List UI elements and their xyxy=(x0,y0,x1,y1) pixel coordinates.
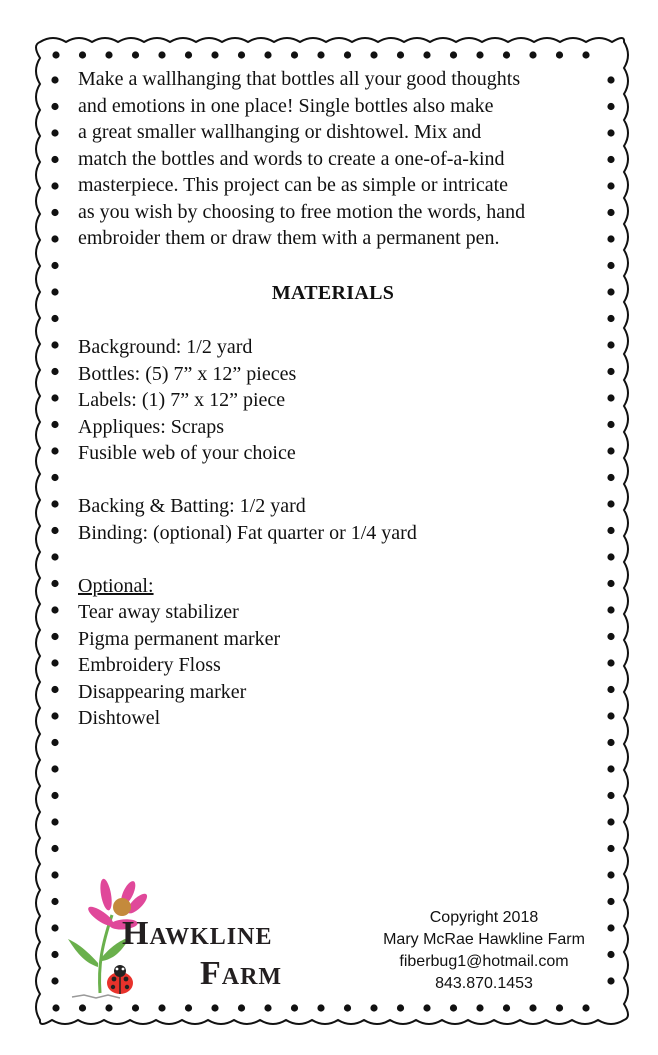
intro-line: and emotions in one place! Single bottles also make xyxy=(78,94,494,117)
border-dot xyxy=(607,818,614,825)
materials-item: Appliques: Scraps xyxy=(78,415,225,438)
intro-line: Make a wallhanging that bottles all your good thoughts xyxy=(78,68,521,90)
border-dot xyxy=(607,580,614,587)
border-dot xyxy=(450,51,457,58)
backing-list xyxy=(78,493,588,546)
border-dot xyxy=(51,633,58,640)
border-dot xyxy=(51,792,58,799)
border-dot xyxy=(607,951,614,958)
border-dot xyxy=(556,51,563,58)
border-dot xyxy=(185,51,192,58)
border-dot xyxy=(51,845,58,852)
border-dot xyxy=(317,51,324,58)
border-dot xyxy=(607,103,614,110)
border-dot xyxy=(607,606,614,613)
border-dot xyxy=(344,1004,351,1011)
materials-item: Background: 1/2 yard xyxy=(78,336,253,358)
border-dot xyxy=(79,51,86,58)
border-dot xyxy=(51,421,58,428)
intro-line: match the bottles and words to create a one-of-a-kind xyxy=(78,147,505,170)
border-dot xyxy=(607,76,614,83)
border-dot xyxy=(238,51,245,58)
border-dot xyxy=(370,1004,377,1011)
border-dot xyxy=(607,500,614,507)
ladybug-icon xyxy=(107,965,133,994)
logo-word-farm: Farm xyxy=(200,955,283,992)
optional-item: Pigma permanent marker xyxy=(78,627,281,650)
backing-item: Backing & Batting: 1/2 yard xyxy=(78,495,306,517)
border-dot xyxy=(607,421,614,428)
border-dot xyxy=(582,51,589,58)
border-dot xyxy=(556,1004,563,1011)
border-dot xyxy=(51,209,58,216)
border-dot xyxy=(51,765,58,772)
border-dot xyxy=(529,1004,536,1011)
copyright-block xyxy=(360,907,608,995)
intro-line: embroider them or draw them with a permanent pen. xyxy=(78,227,500,249)
border-dot xyxy=(607,553,614,560)
border-dot xyxy=(607,898,614,905)
border-dot xyxy=(51,924,58,931)
border-dot xyxy=(607,924,614,931)
border-dot xyxy=(105,51,112,58)
border-dot xyxy=(503,1004,510,1011)
border-dot xyxy=(132,1004,139,1011)
border-dot xyxy=(607,368,614,375)
border-dot xyxy=(423,51,430,58)
border-dot xyxy=(607,527,614,534)
border-dot xyxy=(607,845,614,852)
border-dot xyxy=(51,474,58,481)
optional-list xyxy=(78,599,588,732)
border-dot xyxy=(51,580,58,587)
border-dot xyxy=(51,686,58,693)
border-dot xyxy=(607,156,614,163)
border-dot xyxy=(132,51,139,58)
border-dot xyxy=(185,1004,192,1011)
border-dot xyxy=(51,341,58,348)
border-dot xyxy=(51,977,58,984)
border-dot xyxy=(607,659,614,666)
border-dot xyxy=(607,765,614,772)
copyright-author: Mary McRae Hawkline Farm xyxy=(383,931,585,948)
materials-heading: MATERIALS xyxy=(271,281,395,304)
contact-phone: 843.870.1453 xyxy=(435,975,533,992)
border-dot xyxy=(238,1004,245,1011)
border-dot xyxy=(105,1004,112,1011)
contact-email: fiberbug1@hotmail.com xyxy=(399,953,569,970)
border-dot xyxy=(607,394,614,401)
border-dot xyxy=(51,235,58,242)
border-dot xyxy=(607,182,614,189)
border-dot xyxy=(607,792,614,799)
border-dot xyxy=(397,1004,404,1011)
backing-item: Binding: (optional) Fat quarter or 1/4 yard xyxy=(78,521,417,544)
optional-heading: Optional: xyxy=(78,574,154,597)
border-dot xyxy=(51,262,58,269)
border-dot xyxy=(52,51,59,58)
border-dot xyxy=(51,739,58,746)
border-dot xyxy=(51,315,58,322)
main-content xyxy=(78,66,588,732)
border-dot xyxy=(607,288,614,295)
copyright-line: Copyright 2018 xyxy=(429,909,539,926)
border-dot xyxy=(51,553,58,560)
materials-item: Labels: (1) 7” x 12” piece xyxy=(78,389,286,411)
border-dot xyxy=(397,51,404,58)
border-dot xyxy=(291,1004,298,1011)
border-dot xyxy=(607,129,614,136)
border-dot xyxy=(51,871,58,878)
optional-item: Disappearing marker xyxy=(78,680,247,703)
border-dot xyxy=(51,103,58,110)
border-dot xyxy=(607,871,614,878)
materials-item: Bottles: (5) 7” x 12” pieces xyxy=(78,362,297,385)
border-dot xyxy=(79,1004,86,1011)
border-dot xyxy=(51,527,58,534)
border-dot xyxy=(158,51,165,58)
border-dot xyxy=(51,129,58,136)
intro-line: masterpiece. This project can be as simple or intricate xyxy=(78,174,509,196)
border-dot xyxy=(51,659,58,666)
border-dot xyxy=(51,500,58,507)
border-dot xyxy=(607,235,614,242)
border-dot xyxy=(476,1004,483,1011)
materials-list xyxy=(78,334,588,467)
border-dot xyxy=(607,977,614,984)
border-dot xyxy=(264,1004,271,1011)
border-dot xyxy=(51,156,58,163)
border-dot xyxy=(529,51,536,58)
border-dot xyxy=(476,51,483,58)
border-dot xyxy=(450,1004,457,1011)
border-dot xyxy=(211,51,218,58)
border-dot xyxy=(317,1004,324,1011)
border-dot xyxy=(607,474,614,481)
border-dot xyxy=(51,76,58,83)
border-dot xyxy=(51,394,58,401)
border-dot xyxy=(607,633,614,640)
border-dot xyxy=(607,209,614,216)
intro-paragraph xyxy=(78,66,588,252)
border-dot xyxy=(607,686,614,693)
border-dot xyxy=(51,288,58,295)
border-dot xyxy=(51,818,58,825)
border-dot xyxy=(607,712,614,719)
border-dot xyxy=(51,712,58,719)
materials-item: Fusible web of your choice xyxy=(78,442,296,464)
border-dot xyxy=(607,315,614,322)
border-dot xyxy=(607,262,614,269)
border-dot xyxy=(51,182,58,189)
border-dot xyxy=(607,447,614,454)
border-dot xyxy=(264,51,271,58)
logo-word-hawkline: Hawkline xyxy=(122,915,273,952)
optional-item: Tear away stabilizer xyxy=(78,601,239,623)
optional-item: Embroidery Floss xyxy=(78,654,221,676)
optional-item: Dishtowel xyxy=(78,707,161,729)
intro-line: a great smaller wallhanging or dishtowel. Mix and xyxy=(78,121,482,143)
border-dot xyxy=(211,1004,218,1011)
border-dot xyxy=(51,951,58,958)
border-dot xyxy=(158,1004,165,1011)
border-dot xyxy=(51,368,58,375)
border-dot xyxy=(291,51,298,58)
border-dot xyxy=(51,898,58,905)
border-dot xyxy=(607,739,614,746)
border-dot xyxy=(52,1004,59,1011)
border-dot xyxy=(370,51,377,58)
intro-line: as you wish by choosing to free motion the words, hand xyxy=(78,200,526,223)
border-dot xyxy=(607,341,614,348)
border-dot xyxy=(51,447,58,454)
hawkline-farm-logo xyxy=(64,875,304,1005)
border-dot xyxy=(51,606,58,613)
border-dot xyxy=(423,1004,430,1011)
border-dot xyxy=(344,51,351,58)
border-dot xyxy=(582,1004,589,1011)
border-dot xyxy=(503,51,510,58)
